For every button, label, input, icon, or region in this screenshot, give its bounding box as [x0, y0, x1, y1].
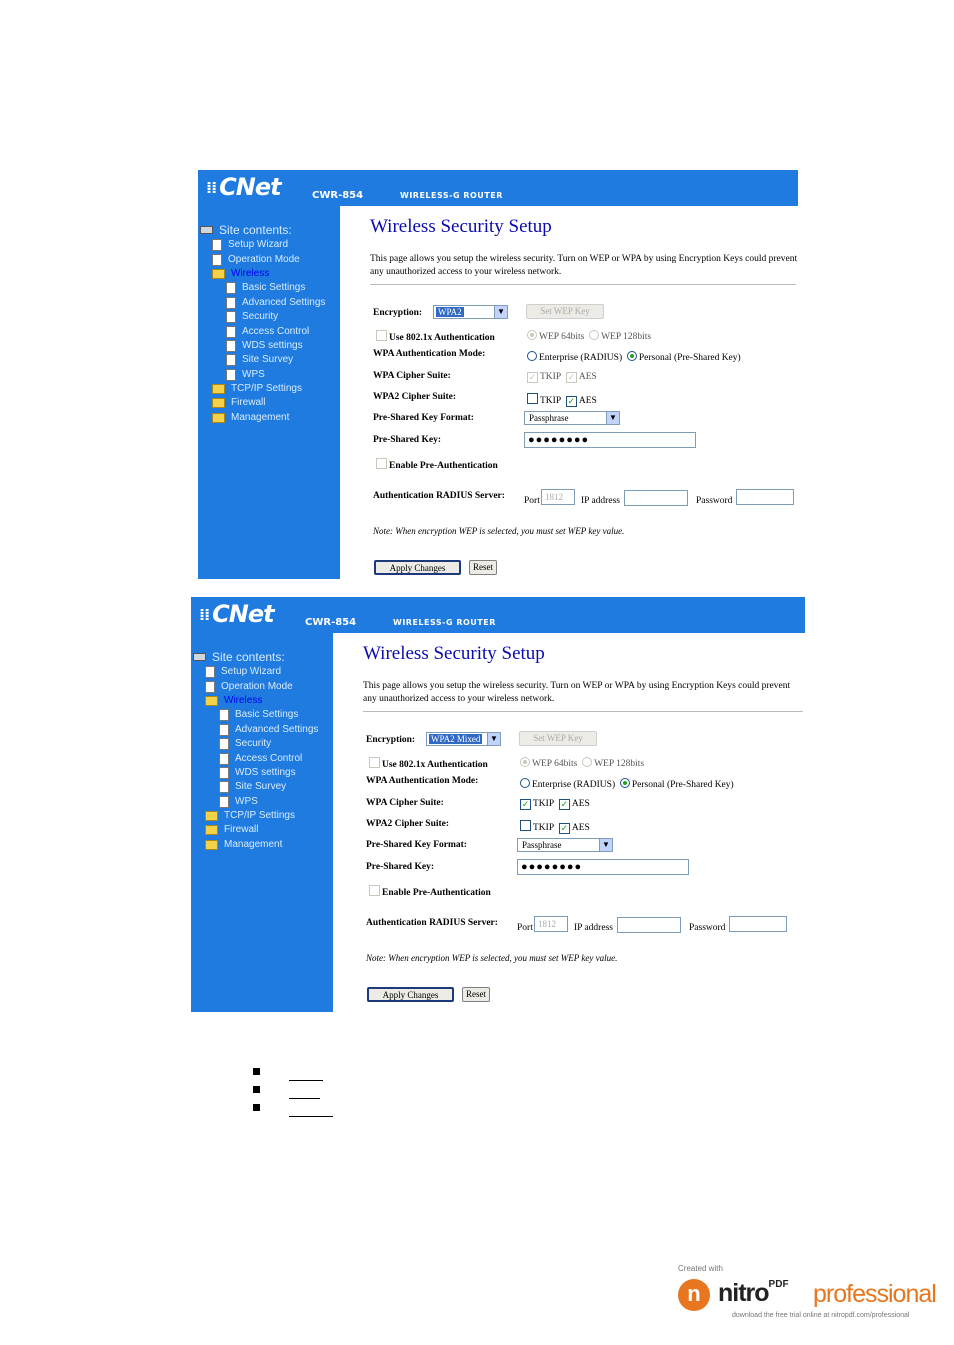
page-icon — [205, 681, 215, 693]
sidebar-item-label: Security — [242, 311, 279, 323]
created-with-text: Created with — [678, 1264, 723, 1273]
radius-password-input[interactable] — [736, 489, 794, 505]
sidebar-item-label: Security — [235, 738, 272, 750]
wpa2-cipher-options: TKIP ✓ AES — [520, 820, 590, 834]
reset-button[interactable]: Reset — [462, 987, 490, 1002]
page-icon — [212, 239, 222, 251]
bullet-1 — [253, 1068, 260, 1075]
encryption-select[interactable] — [426, 732, 501, 746]
radius-password-label: Password — [689, 923, 726, 933]
banner — [198, 170, 798, 206]
chevron-down-icon: ▼ — [599, 839, 612, 851]
sidebar-item-label: Access Control — [242, 325, 310, 337]
sidebar-item[interactable] — [200, 382, 325, 396]
wep64-radio[interactable] — [520, 757, 530, 767]
use-8021x-row: Use 802.1x Authentication — [376, 330, 495, 343]
sidebar-item-label: Advanced Settings — [235, 723, 319, 735]
psk-input[interactable]: ●●●●●●●● — [524, 432, 696, 448]
cnet-logo: ⁞⁞ CNet — [199, 600, 274, 628]
radius-label: Authentication RADIUS Server: — [373, 491, 505, 501]
divider — [363, 711, 803, 712]
computer-icon — [193, 653, 206, 661]
banner — [191, 597, 805, 633]
sidebar-item[interactable] — [200, 238, 325, 252]
sidebar-item[interactable] — [193, 694, 318, 708]
sidebar — [198, 206, 340, 579]
sidebar-item-label: Management — [231, 411, 290, 423]
page-icon — [219, 753, 229, 765]
chevron-down-icon: ▼ — [606, 412, 619, 424]
sidebar-item[interactable] — [200, 353, 325, 367]
page-title: Wireless Security Setup — [370, 216, 552, 237]
sidebar-item[interactable] — [200, 339, 325, 353]
main-panel — [340, 206, 798, 579]
encryption-value: WPA2 — [438, 307, 462, 317]
wpa-cipher-options: ✓ TKIP ✓ AES — [528, 372, 597, 382]
page-icon — [219, 796, 229, 808]
sidebar-item[interactable] — [200, 368, 325, 382]
nitro-watermark — [678, 1264, 948, 1324]
model-name: CWR-854 — [312, 190, 364, 201]
wep-note: Note: When encryption WEP is selected, you must set WEP key value. — [373, 526, 625, 536]
apply-changes-button[interactable]: Apply Changes — [374, 560, 461, 575]
wpa-auth-mode-options: Enterprise (RADIUS) Personal (Pre-Shared Key) — [520, 778, 734, 790]
site-contents-tree — [193, 649, 318, 852]
wep64-radio[interactable] — [527, 330, 537, 340]
sidebar-item-label: Setup Wizard — [228, 239, 289, 251]
sidebar-item[interactable] — [193, 838, 318, 852]
site-contents-heading: Site contents: — [200, 222, 325, 238]
wpa-tkip-checkbox[interactable]: ✓ — [521, 799, 530, 809]
bullet-3-underline — [289, 1116, 333, 1117]
wpa2-tkip-checkbox[interactable] — [520, 820, 531, 831]
folder-icon — [205, 811, 218, 821]
sidebar-item-label: Operation Mode — [221, 680, 293, 692]
page-icon — [212, 254, 222, 266]
wep-key-length: WEP 64bits WEP 128bits — [520, 757, 644, 769]
wpa-cipher-label: WPA Cipher Suite: — [373, 371, 451, 381]
page-icon — [219, 781, 229, 793]
wpa2-aes-checkbox[interactable]: ✓ — [567, 396, 576, 406]
ip-address-input[interactable] — [624, 490, 688, 506]
folder-open-icon — [212, 269, 225, 279]
page-description: This page allows you setup the wireless security. Turn on WEP or WPA by using Encryption Keys could prevent any unauthorized access to your wireless network. — [370, 254, 798, 277]
folder-icon — [212, 384, 225, 394]
sidebar-item[interactable] — [200, 396, 325, 410]
sidebar-item[interactable] — [200, 296, 325, 310]
site-contents-heading: Site contents: — [193, 649, 318, 665]
sidebar-item-label: TCP/IP Settings — [224, 810, 295, 822]
router-tagline: WIRELESS-G ROUTER — [393, 618, 496, 627]
wpa-aes-checkbox[interactable]: ✓ — [567, 372, 576, 382]
wpa-aes-checkbox[interactable]: ✓ — [560, 799, 569, 809]
page-icon — [226, 297, 236, 309]
ip-address-label: IP address — [574, 923, 613, 933]
page-icon — [219, 724, 229, 736]
sidebar-item[interactable] — [200, 310, 325, 324]
sidebar-item[interactable] — [200, 324, 325, 338]
cnet-logo: ⁞⁞ CNet — [206, 173, 281, 201]
sidebar-item[interactable] — [193, 723, 318, 737]
page-icon — [226, 369, 236, 381]
sidebar-item-label: Advanced Settings — [242, 296, 326, 308]
page-icon — [219, 767, 229, 779]
wpa-auth-mode-label: WPA Authentication Mode: — [366, 776, 479, 786]
apply-changes-button[interactable]: Apply Changes — [367, 987, 454, 1002]
router-tagline: WIRELESS-G ROUTER — [400, 191, 503, 200]
sidebar-item-label: WPS — [242, 368, 265, 380]
page-icon — [226, 340, 236, 352]
page-icon — [226, 326, 236, 338]
page-icon — [219, 738, 229, 750]
page-icon — [226, 282, 236, 294]
psk-label: Pre-Shared Key: — [366, 862, 434, 872]
chevron-down-icon: ▼ — [494, 306, 507, 318]
use-8021x-checkbox[interactable] — [376, 330, 387, 341]
sidebar-item[interactable] — [193, 737, 318, 751]
sidebar-item[interactable] — [200, 281, 325, 295]
sidebar-item[interactable] — [193, 665, 318, 679]
use-8021x-checkbox[interactable] — [369, 757, 380, 768]
wpa-tkip-checkbox[interactable]: ✓ — [528, 372, 537, 382]
main-panel — [333, 633, 805, 1012]
sidebar-item-label: Setup Wizard — [221, 666, 282, 678]
folder-icon — [205, 840, 218, 850]
sidebar-item[interactable] — [193, 751, 318, 765]
bullet-3 — [253, 1104, 260, 1111]
set-wep-key-button[interactable]: Set WEP Key — [526, 304, 604, 319]
psk-format-label: Pre-Shared Key Format: — [373, 413, 474, 423]
encryption-row: Encryption: — [366, 735, 416, 745]
site-contents-tree — [200, 222, 325, 425]
folder-icon — [212, 413, 225, 423]
wpa2-aes-checkbox[interactable]: ✓ — [560, 823, 569, 833]
wpa-auth-mode-label: WPA Authentication Mode: — [373, 349, 486, 359]
page-description: This page allows you setup the wireless security. Turn on WEP or WPA by using Encryption Keys could prevent any unauthorized access to your wireless network. — [363, 681, 791, 704]
port-input[interactable]: 1812 — [541, 489, 575, 505]
computer-icon — [200, 226, 213, 234]
enterprise-radio[interactable] — [520, 778, 530, 788]
folder-icon — [205, 825, 218, 835]
port-label: Port — [517, 923, 533, 933]
sidebar-item-label: WPS — [235, 795, 258, 807]
personal-radio[interactable] — [627, 351, 637, 361]
bullet-2 — [253, 1086, 260, 1093]
port-input[interactable]: 1812 — [534, 916, 568, 932]
pre-auth-row: Enable Pre-Authentication — [376, 458, 498, 471]
bullet-1-underline — [289, 1080, 323, 1081]
sidebar-item-label: Wireless — [231, 267, 270, 279]
pre-auth-row: Enable Pre-Authentication — [369, 885, 491, 898]
sidebar-item[interactable] — [193, 766, 318, 780]
sidebar-item-label: Firewall — [224, 824, 259, 836]
sidebar-item[interactable] — [200, 267, 325, 281]
encryption-value: WPA2 Mixed — [431, 734, 481, 744]
page-icon — [226, 311, 236, 323]
pre-auth-checkbox[interactable] — [376, 458, 387, 469]
psk-input[interactable]: ●●●●●●●● — [517, 859, 689, 875]
sidebar-item-label: WDS settings — [235, 766, 296, 778]
wpa-cipher-label: WPA Cipher Suite: — [366, 798, 444, 808]
sidebar-item-label: Basic Settings — [235, 709, 299, 721]
folder-open-icon — [205, 696, 218, 706]
wep128-radio[interactable] — [582, 757, 592, 767]
psk-format-select[interactable]: Passphrase ▼ — [517, 838, 613, 852]
psk-format-label: Pre-Shared Key Format: — [366, 840, 467, 850]
encryption-row: Encryption: — [373, 308, 423, 318]
folder-icon — [212, 398, 225, 408]
sidebar-item-label: Management — [224, 838, 283, 850]
sidebar-item[interactable] — [193, 708, 318, 722]
wep128-radio[interactable] — [589, 330, 599, 340]
sidebar-item-label: Access Control — [235, 752, 303, 764]
use-8021x-row: Use 802.1x Authentication — [369, 757, 488, 770]
reset-button[interactable]: Reset — [469, 560, 497, 575]
sidebar-item-label: Site Survey — [235, 781, 287, 793]
nitro-brand: nitro$^{PDF}$ — [718, 1279, 789, 1307]
wpa2-cipher-label: WPA2 Cipher Suite: — [373, 392, 457, 402]
nitro-download-text: download the free trial online at nitropdf.com/professional — [732, 1312, 910, 1319]
model-name: CWR-854 — [305, 617, 357, 628]
sidebar-item[interactable] — [200, 252, 325, 266]
sidebar-item[interactable] — [193, 823, 318, 837]
personal-radio[interactable] — [620, 778, 630, 788]
pre-auth-checkbox[interactable] — [369, 885, 380, 896]
sidebar-item[interactable] — [193, 679, 318, 693]
sidebar-item[interactable] — [193, 780, 318, 794]
wep-note: Note: When encryption WEP is selected, you must set WEP key value. — [366, 953, 618, 963]
wpa2-tkip-checkbox[interactable] — [527, 393, 538, 404]
sidebar-item-label: Operation Mode — [228, 253, 300, 265]
sidebar — [191, 633, 333, 1012]
sidebar-item[interactable] — [193, 809, 318, 823]
sidebar-item-label: Firewall — [231, 397, 266, 409]
radius-password-label: Password — [696, 496, 733, 506]
sidebar-item-label: Site Survey — [242, 354, 294, 366]
radius-label: Authentication RADIUS Server: — [366, 918, 498, 928]
page-icon — [226, 354, 236, 366]
bullet-2-underline — [289, 1098, 320, 1099]
sidebar-item-label: TCP/IP Settings — [231, 383, 302, 395]
port-label: Port — [524, 496, 540, 506]
set-wep-key-button[interactable]: Set WEP Key — [519, 731, 597, 746]
wpa-auth-mode-options: Enterprise (RADIUS) Personal (Pre-Shared Key) — [527, 351, 741, 363]
wpa2-cipher-options: TKIP ✓ AES — [527, 393, 597, 407]
psk-label: Pre-Shared Key: — [373, 435, 441, 445]
nitro-professional: professional — [813, 1280, 936, 1308]
sidebar-item-label: WDS settings — [242, 339, 303, 351]
radius-password-input[interactable] — [729, 916, 787, 932]
router-screenshot-wpa2 — [198, 170, 798, 579]
page-title: Wireless Security Setup — [363, 643, 545, 664]
page-icon — [219, 709, 229, 721]
sidebar-item-label: Wireless — [224, 694, 263, 706]
enterprise-radio[interactable] — [527, 351, 537, 361]
divider — [370, 284, 796, 285]
nitro-logo-icon: n — [678, 1279, 710, 1311]
ip-address-label: IP address — [581, 496, 620, 506]
encryption-select[interactable] — [433, 305, 508, 319]
page-icon — [205, 666, 215, 678]
router-screenshot-wpa2-mixed — [191, 597, 805, 1012]
sidebar-item-label: Basic Settings — [242, 282, 306, 294]
sidebar-item[interactable] — [193, 795, 318, 809]
ip-address-input[interactable] — [617, 917, 681, 933]
wpa2-cipher-label: WPA2 Cipher Suite: — [366, 819, 450, 829]
wpa-cipher-options: ✓ TKIP ✓ AES — [521, 799, 590, 809]
sidebar-item[interactable] — [200, 411, 325, 425]
wep-key-length: WEP 64bits WEP 128bits — [527, 330, 651, 342]
psk-format-select[interactable]: Passphrase ▼ — [524, 411, 620, 425]
chevron-down-icon: ▼ — [487, 733, 500, 745]
